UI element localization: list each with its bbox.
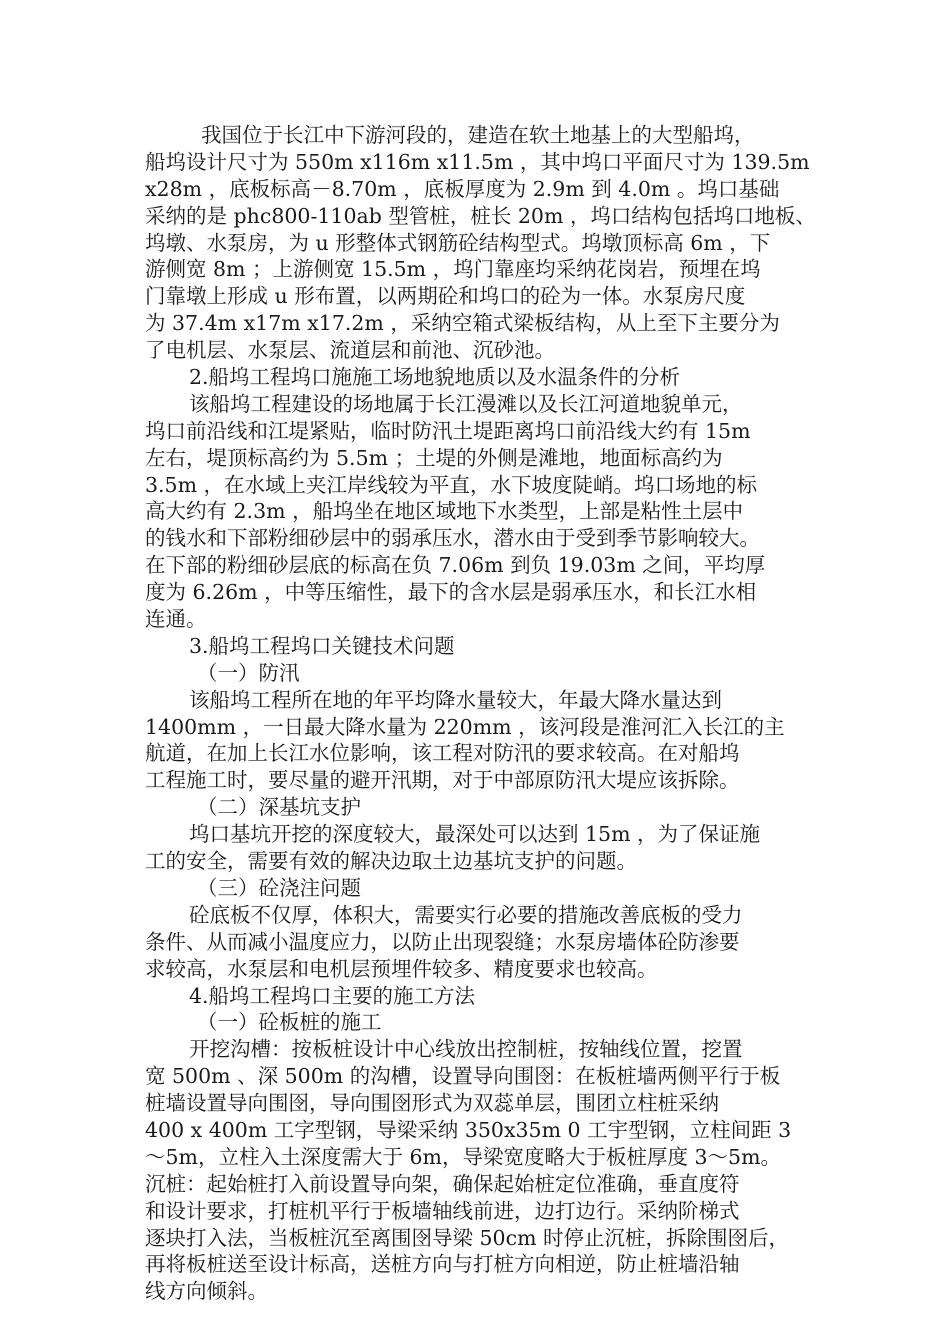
text-line: 桩墙设置导向围囹，导向围囹形式为双蕊单层，围团立柱桩采纳 bbox=[145, 1091, 719, 1116]
text-line: 1400mm ，一日最大降水量为 220mm ，该河段是淮河汇入长江的主 bbox=[145, 714, 785, 739]
text-line: 3.5m ，在水域上夹江岸线较为平直，水下坡度陡峭。坞口场地的标 bbox=[145, 472, 758, 497]
text-line: 3.船坞工程坞口关键技术问题 bbox=[189, 633, 455, 658]
text-line: 求较高，水泵层和电机层预埋件较多、精度要求也较高。 bbox=[145, 956, 658, 981]
text-line: x28m ，底板标高－8.70m ，底板厚度为 2.9m 到 4.0m 。坞口基础 bbox=[145, 176, 780, 201]
text-line: 该船坞工程建设的场地属于长江漫滩以及长江河道地貌单元， bbox=[189, 391, 743, 416]
text-line: 坞口前沿线和江堤紧贴，临时防汛土堤距离坞口前沿线大约有 15m bbox=[145, 418, 751, 443]
text-line: 采纳的是 phc800-110ab 型管桩，桩长 20m ，坞口结构包括坞口地板、 bbox=[145, 203, 816, 228]
document-body bbox=[145, 122, 825, 1305]
text-line: 工程施工时，要尽量的避开汛期，对于中部原防汛大堤应该拆除。 bbox=[145, 768, 740, 793]
text-line: 4.船坞工程坞口主要的施工方法 bbox=[189, 983, 476, 1008]
text-line: 我国位于长江中下游河段的，建造在软土地基上的大型船坞， bbox=[201, 123, 755, 147]
text-line: （三）砼浇注问题 bbox=[197, 875, 361, 900]
text-line: 度为 6.26m ，中等压缩性，最下的含水层是弱承压水，和长江水相 bbox=[145, 580, 757, 605]
text-line: 400 x 400m 工字型钢，导梁采纳 350x35m 0 工宇型钢，立柱间距 3 bbox=[145, 1117, 792, 1142]
text-line: 高大约有 2.3m ，船坞坐在地区域地下水类型，上部是粘性土层中 bbox=[145, 499, 744, 524]
text-line: 和设计要求，打桩机平行于板墙轴线前进，边打边行。采纳阶梯式 bbox=[145, 1198, 740, 1223]
text-line: 坞墩、水泵房，为 u 形整体式钢筋砼结构型式。坞墩顶标高 6m ，下 bbox=[145, 230, 771, 255]
text-line: 坞口基坑开挖的深度较大，最深处可以达到 15m ，为了保证施 bbox=[189, 822, 761, 847]
text-line: 在下部的粉细砂层底的标高在负 7.06m 到负 19.03m 之间，平均厚 bbox=[145, 553, 766, 578]
text-line: （二）深基坑支护 bbox=[197, 795, 361, 820]
text-line: 航道，在加上长江水位影响，该工程对防汛的要求较高。在对船坞 bbox=[145, 741, 740, 766]
text-line: 2.船坞工程坞口施施工场地貌地质以及水温条件的分析 bbox=[189, 365, 681, 390]
text-line: 宽 500m 、深 500m 的沟槽，设置导向围囹：在板桩墙两侧平行于板 bbox=[145, 1064, 781, 1089]
text-line: 工的安全，需要有效的解决边取土边基坑支护的问题。 bbox=[145, 849, 637, 874]
text-line: 开挖沟槽：按板桩设计中心线放出控制桩，按轴线位置，挖置 bbox=[189, 1037, 743, 1062]
text-line: 再将板桩送至设计标高，送桩方向与打桩方向相逆，防止桩墙沿轴 bbox=[145, 1252, 740, 1277]
text-line: （一）防汛 bbox=[197, 660, 300, 685]
text-line: 砼底板不仅厚，体积大，需要实行必要的措施改善底板的受力 bbox=[189, 902, 743, 927]
text-line: 条件、从而减小温度应力，以防止出现裂缝；水泵房墙体砼防渗要 bbox=[145, 929, 740, 954]
text-line: 船坞设计尺寸为 550m x116m x11.5m ，其中坞口平面尺寸为 139.5m bbox=[145, 149, 810, 174]
text-line: 该船坞工程所在地的年平均降水量较大，年最大降水量达到 bbox=[189, 687, 722, 712]
text-line: 的钱水和下部粉细砂层中的弱承压水，潜水由于受到季节影响较大。 bbox=[145, 526, 760, 551]
text-line: 了电机层、水泵层、流道层和前池、沉砂池。 bbox=[145, 338, 555, 363]
text-line: ～5m，立柱入土深度需大于 6m，导梁宽度略大于板桩厚度 3～5m。 bbox=[145, 1144, 782, 1169]
text-line: 门靠墩上形成 u 形布置，以两期砼和坞口的砼为一体。水泵房尺度 bbox=[145, 284, 746, 309]
text-line: （一）砼板桩的施工 bbox=[197, 1010, 382, 1035]
text-line: 为 37.4m x17m x17.2m ，采纳空箱式梁板结构，从上至下主要分为 bbox=[145, 311, 780, 336]
text-line: 游侧宽 8m ；上游侧宽 15.5m ，坞门靠座均采纳花岗岩，预埋在坞 bbox=[145, 257, 761, 282]
text-line: 沉桩：起始桩打入前设置导向架，确保起始桩定位准确，垂直度符 bbox=[145, 1171, 740, 1196]
text-line: 线方向倾斜。 bbox=[145, 1279, 268, 1304]
text-line: 连通。 bbox=[145, 607, 207, 632]
text-line: 左右，堤顶标高约为 5.5m ；土堤的外侧是滩地，地面标高约为 bbox=[145, 445, 723, 470]
text-line: 逐块打入法，当板桩沉至离围囹导梁 50cm 时停止沉桩，拆除围囹后， bbox=[145, 1225, 790, 1250]
